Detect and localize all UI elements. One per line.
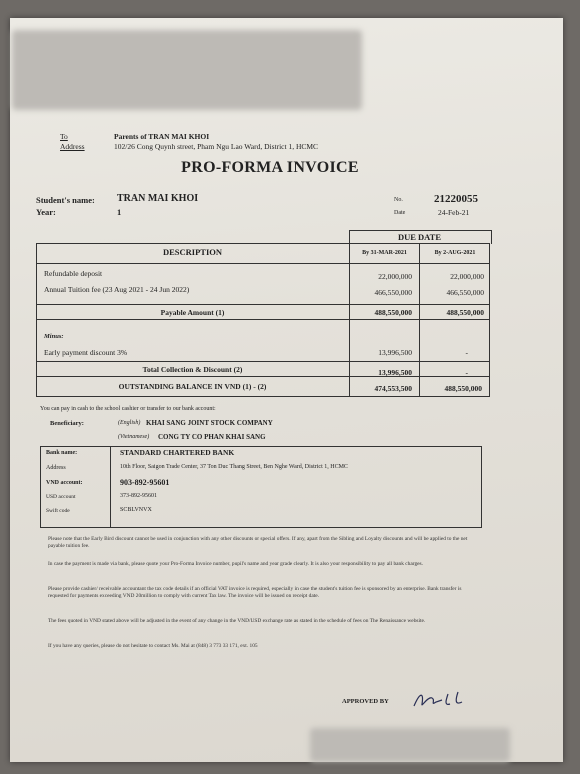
beneficiary-vn-name: CONG TY CO PHAN KHAI SANG (158, 433, 266, 441)
date-label: Date (394, 210, 406, 216)
no-label: No. (394, 197, 403, 203)
minus-label: Minus: (44, 333, 64, 340)
description-header: DESCRIPTION (162, 247, 223, 257)
invoice-paper (10, 18, 563, 762)
usd-account-label: USD account (46, 494, 76, 500)
bank-address-label: Address (46, 465, 66, 471)
note-2: In case the payment is made via bank, please quote your Pro-Forma Invoice number, pupil's name and year grade clearly. It is also your responsibility to pay all bank charges. (48, 561, 423, 567)
discount-v2: - (465, 348, 468, 357)
beneficiary-vn-tag: (Vietnamese) (118, 434, 150, 440)
row-deposit-v2: 22,000,000 (450, 272, 484, 281)
address-label: Address (60, 142, 85, 151)
year-value: 1 (117, 207, 122, 217)
vnd-account: 903-892-95601 (120, 478, 170, 487)
outstanding-v1: 474,553,500 (374, 384, 412, 393)
swift-code-label: Swift code (46, 508, 70, 514)
swift-code: SCBLVNVX (120, 507, 152, 513)
col1-header: By 31-MAR-2021 (362, 250, 407, 256)
recipient-address: 102/26 Cong Quynh street, Pham Ngu Lao Ward, District 1, HCMC (114, 142, 319, 151)
table-rule-1 (36, 263, 490, 264)
outstanding-label: OUTSTANDING BALANCE IN VND (1) - (2) (118, 382, 267, 391)
redacted-footer (310, 728, 510, 762)
invoice-number: 21220055 (434, 193, 478, 205)
approved-by-label: APPROVED BY (342, 698, 389, 705)
invoice-date: 24-Feb-21 (438, 208, 470, 217)
bank-divider (110, 446, 111, 527)
row-deposit-label: Refundable deposit (44, 269, 103, 278)
bank-details-box (40, 446, 482, 528)
beneficiary-en-name: KHAI SANG JOINT STOCK COMPANY (146, 419, 273, 427)
recipient: Parents of TRAN MAI KHOI (114, 132, 210, 141)
beneficiary-en-tag: (English) (118, 420, 141, 426)
student-name-label: Student's name: (36, 195, 95, 205)
due-date-header: DUE DATE (397, 232, 442, 242)
row-tuition-label: Annual Tuition fee (23 Aug 2021 - 24 Jun 2022) (44, 285, 190, 294)
redacted-header (12, 30, 362, 110)
note-3: Please provide cashier/ receivable accountant the tax code details if an official VAT invoice is required, especially in case the student's tuition fee is sponsored by an enterprise. Bank transfer is requested for payments exceeding VND 20million to comply with current Tax law. The invoice will be issued on receipt date. (48, 586, 462, 599)
signature-icon (412, 688, 472, 712)
total-v2: - (465, 368, 468, 377)
to-label: To (60, 132, 68, 141)
row-tuition-v2: 466,550,000 (446, 288, 484, 297)
table-rule-2 (36, 304, 490, 305)
discount-v1: 13,996,500 (378, 348, 412, 357)
total-label: Total Collection & Discount (2) (142, 365, 243, 374)
payable-v2: 488,550,000 (446, 308, 484, 317)
payable-label: Payable Amount (1) (160, 308, 225, 317)
payment-note: You can pay in cash to the school cashier or transfer to our bank account: (40, 406, 216, 412)
bank-name: STANDARD CHARTERED BANK (120, 448, 235, 457)
vnd-account-label: VND account: (46, 480, 83, 486)
note-5: If you have any queries, please do not hesitate to contact Ms. Mai at (848) 3 773 33 171, ext. 105 (48, 643, 258, 649)
page-title: PRO-FORMA INVOICE (181, 159, 359, 176)
note-1: Please note that the Early Bird discount cannot be used in conjunction with any other discounts or special offers. If any, apart from the Sibling and Loyalty discounts and will be applied to the net payable tuition fee. (48, 536, 468, 549)
payable-v1: 488,550,000 (374, 308, 412, 317)
year-label: Year: (36, 207, 56, 217)
total-v1: 13,996,500 (378, 368, 412, 377)
row-tuition-v1: 466,550,000 (374, 288, 412, 297)
student-name: TRAN MAI KHOI (117, 193, 199, 204)
beneficiary-label: Beneficiary: (50, 420, 84, 427)
usd-account: 373-892-95601 (120, 493, 157, 499)
bank-address: 10th Floor, Saigon Trade Center, 37 Ton Duc Thang Street, Ben Nghe Ward, District 1, HCMC (120, 464, 348, 470)
table-rule-3 (36, 319, 490, 320)
table-rule-4 (36, 361, 490, 362)
row-deposit-v1: 22,000,000 (378, 272, 412, 281)
outstanding-v2: 488,550,000 (444, 384, 482, 393)
discount-label: Early payment discount 3% (44, 348, 128, 357)
col2-header: By 2-AUG-2021 (434, 250, 476, 256)
note-4: The fees quoted in VND stated above will be adjusted in the event of any change in the VND/USD exchange rate as stated in the schedule of fees on The Renaissance website. (48, 618, 426, 624)
bank-name-label: Bank name: (46, 450, 78, 456)
